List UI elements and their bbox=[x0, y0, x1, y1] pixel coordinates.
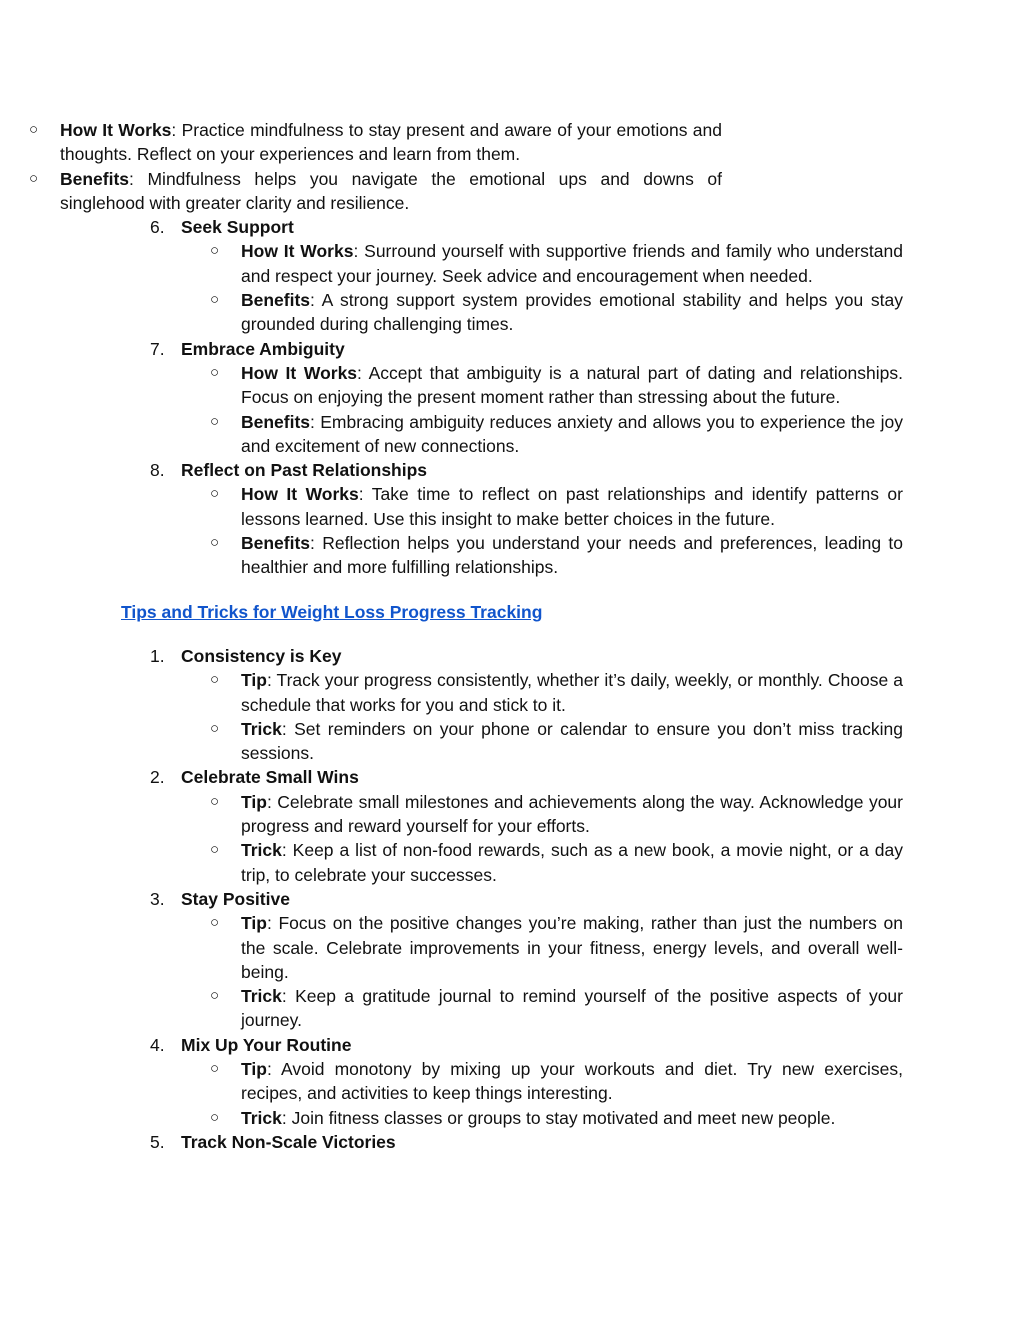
list-item bbox=[0, 215, 903, 336]
bullet-icon: ○ bbox=[210, 291, 220, 309]
item-number: 1. bbox=[150, 645, 165, 666]
item-text: : Focus on the positive changes you’re making, rather than just the numbers on the scale. Celebrate improvements in your fitness, energy levels, and overall well-being. bbox=[241, 913, 903, 982]
bullet-icon: ○ bbox=[210, 987, 220, 1005]
list-item bbox=[0, 1130, 903, 1154]
item-text: : Celebrate small milestones and achievements along the way. Acknowledge your progress and reward yourself for your efforts. bbox=[241, 791, 903, 837]
document-content bbox=[0, 118, 1024, 1154]
sub-list-item bbox=[210, 668, 903, 717]
sub-list-item bbox=[210, 984, 903, 1033]
item-text: : Avoid monotony by mixing up your workouts and diet. Try new exercises, recipes, and activities to keep things interesting. bbox=[241, 1058, 903, 1104]
item-title: Consistency is Key bbox=[181, 645, 342, 666]
bullet-icon: ○ bbox=[210, 242, 220, 260]
sub-list-item bbox=[29, 118, 722, 167]
item-title: Mix Up Your Routine bbox=[181, 1034, 352, 1055]
bullet-icon: ○ bbox=[210, 1108, 220, 1126]
item-label: Benefits bbox=[241, 290, 311, 311]
section-heading-link[interactable]: Tips and Tricks for Weight Loss Progress Tracking bbox=[121, 601, 543, 622]
sub-list-item bbox=[210, 717, 903, 766]
sub-list bbox=[0, 482, 903, 579]
bullet-icon: ○ bbox=[210, 485, 220, 503]
item-number: 8. bbox=[150, 460, 165, 481]
item-text: : Surround yourself with supportive friends and family who understand and respect your journey. Seek advice and encouragement when needed. bbox=[241, 241, 903, 286]
item-text: : Set reminders on your phone or calendar to ensure you don’t miss tracking sessions. bbox=[241, 718, 903, 764]
item-title: Track Non-Scale Victories bbox=[181, 1131, 396, 1152]
list-item bbox=[0, 887, 903, 1033]
sub-list bbox=[0, 911, 903, 1032]
bullet-icon: ○ bbox=[210, 412, 220, 430]
item-title: Seek Support bbox=[181, 217, 294, 238]
sub-list-item bbox=[210, 1057, 903, 1106]
bullet-icon: ○ bbox=[29, 121, 39, 138]
sub-list bbox=[0, 668, 903, 765]
item-number: 7. bbox=[150, 338, 165, 359]
sub-list-item bbox=[210, 911, 903, 984]
item-label: How It Works bbox=[241, 241, 354, 262]
item-text: : Keep a list of non-food rewards, such as a new book, a movie night, or a day trip, to celebrate your successes. bbox=[241, 840, 903, 885]
bullet-icon: ○ bbox=[210, 363, 220, 381]
sub-list-item bbox=[210, 838, 903, 887]
item-number: 6. bbox=[150, 217, 165, 238]
sub-list-item bbox=[210, 239, 903, 288]
item-label: Tip bbox=[241, 791, 267, 812]
sub-list-item bbox=[210, 482, 903, 531]
sub-list bbox=[0, 1057, 903, 1130]
bullet-icon: ○ bbox=[210, 534, 220, 552]
relationship-tips-list bbox=[0, 215, 1024, 579]
sub-list bbox=[0, 239, 903, 336]
item-label: Tip bbox=[241, 913, 267, 934]
item-label: How It Works bbox=[241, 362, 358, 383]
bullet-icon: ○ bbox=[210, 792, 220, 810]
item-text: : Take time to reflect on past relationships and identify patterns or lessons learned. Use this insight to make better choices in the future. bbox=[241, 484, 903, 529]
sub-list-item bbox=[210, 790, 903, 839]
bullet-icon: ○ bbox=[210, 914, 220, 932]
item-text: : Track your progress consistently, whether it’s daily, weekly, or monthly. Choose a schedule that works for you and stick to it. bbox=[241, 670, 903, 715]
item-text: : Join fitness classes or groups to stay motivated and meet new people. bbox=[281, 1107, 836, 1128]
item-label: Benefits bbox=[241, 411, 311, 432]
list-item bbox=[0, 644, 903, 765]
list-item bbox=[0, 458, 903, 579]
bullet-icon: ○ bbox=[210, 671, 220, 689]
item-title: Celebrate Small Wins bbox=[181, 767, 359, 788]
item-number: 4. bbox=[150, 1034, 165, 1055]
item-label: Tip bbox=[241, 1058, 267, 1079]
item-title: Reflect on Past Relationships bbox=[181, 460, 428, 481]
bullet-icon: ○ bbox=[210, 719, 220, 737]
item-text: : Reflection helps you understand your needs and preferences, leading to healthier and more fulfilling relationships. bbox=[241, 533, 903, 578]
list-item bbox=[0, 765, 903, 886]
sub-list-item bbox=[210, 410, 903, 459]
item-title: Stay Positive bbox=[181, 888, 290, 909]
item-label: Trick bbox=[241, 1107, 282, 1128]
item-label: Trick bbox=[241, 718, 282, 739]
item-number: 2. bbox=[150, 767, 165, 788]
sub-list bbox=[0, 361, 903, 458]
list-item bbox=[0, 1033, 903, 1130]
bullet-icon: ○ bbox=[210, 1059, 220, 1077]
item-label: Trick bbox=[241, 986, 282, 1007]
sub-list bbox=[0, 790, 903, 887]
item-text: : A strong support system provides emotional stability and helps you stay grounded during challenging times. bbox=[241, 290, 903, 335]
sub-list-item bbox=[210, 531, 903, 580]
item-label: Benefits bbox=[241, 533, 311, 554]
bullet-icon: ○ bbox=[29, 169, 39, 187]
item-label: Tip bbox=[241, 670, 267, 691]
sub-list-item bbox=[29, 167, 722, 216]
item-label: How It Works bbox=[241, 484, 359, 505]
item-label: Trick bbox=[241, 840, 282, 861]
list-item bbox=[0, 337, 903, 458]
sub-list-item bbox=[210, 1106, 903, 1130]
item-text: : Mindfulness helps you navigate the emotional ups and downs of singlehood with greater clarity and resilience. bbox=[60, 168, 722, 213]
item-number: 3. bbox=[150, 888, 165, 909]
item-number: 5. bbox=[150, 1131, 165, 1152]
item-label: Benefits bbox=[60, 168, 130, 189]
bullet-icon: ○ bbox=[210, 841, 220, 859]
sub-list-item bbox=[210, 288, 903, 337]
item-text: : Embracing ambiguity reduces anxiety and allows you to experience the joy and excitement of new connections. bbox=[241, 411, 903, 456]
item-title: Embrace Ambiguity bbox=[181, 338, 345, 359]
intro-subitems bbox=[0, 118, 1024, 215]
item-text: : Accept that ambiguity is a natural part of dating and relationships. Focus on enjoying the present moment rather than stressing about the future. bbox=[241, 362, 903, 408]
item-text: : Keep a gratitude journal to remind yourself of the positive aspects of your journey. bbox=[241, 986, 903, 1031]
item-text: : Practice mindfulness to stay present and aware of your emotions and thoughts. Reflect on your experiences and learn from them. bbox=[60, 120, 722, 165]
sub-list-item bbox=[210, 361, 903, 410]
item-label: How It Works bbox=[60, 120, 172, 140]
weight-loss-tips-list bbox=[0, 644, 1024, 1154]
